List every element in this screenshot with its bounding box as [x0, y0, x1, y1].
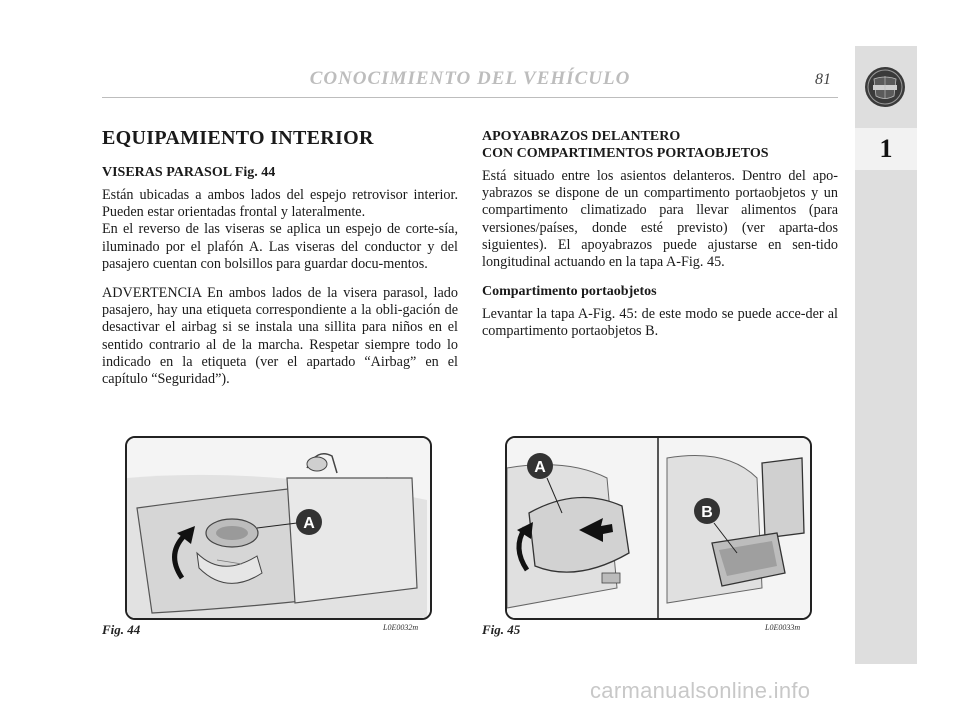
footer-watermark: carmanualsonline.info [590, 678, 811, 703]
header-rule [102, 97, 838, 98]
storage-subheading: Compartimento portaobjetos [482, 284, 657, 300]
armrest-paragraph: Está situado entre los asientos delanteros. Dentro del apo-yabrazos se dispone de un compartimento portaobjetos y un compartimento climatizado para llevar alimentos (para versiones/países, donde esté previsto) (ver aparta-dos siguientes). El apoyabrazos puede ajustarse en sen-tido longitudinal actuando en la tapa A-Fig. 45. [482, 168, 838, 271]
sun-visors-paragraph-2: En el reverso de las viseras se aplica un espejo de corte-sía, iluminado por el plafón A. Las viseras del conductor y del pasajero cuentan con bolsillos para guardar docu-mentos. [102, 221, 458, 272]
figure-44-caption: Fig. 44 [102, 622, 141, 637]
running-header: CONOCIMIENTO DEL VEHÍCULO [309, 68, 631, 89]
figure-44-sun-visor [125, 436, 432, 620]
sun-visors-paragraph-1: Están ubicadas a ambos lados del espejo retrovisor interior. Pueden estar orientadas frontal y lateralmente. [102, 187, 458, 221]
page-number: 81 [815, 71, 831, 88]
sun-visors-heading: VISERAS PARASOL Fig. 44 [102, 165, 276, 180]
right-column [482, 128, 838, 341]
label-a-text: A [303, 515, 315, 532]
armrest-heading-line-1: APOYABRAZOS DELANTERO [482, 129, 681, 144]
storage-paragraph: Levantar la tapa A-Fig. 45: de este modo se puede acce-der al compartimento portaobjetos B. [482, 306, 838, 340]
armrest-heading-line-2: CON COMPARTIMENTOS PORTAOBJETOS [482, 146, 769, 161]
section-title: EQUIPAMIENTO INTERIOR [102, 127, 374, 149]
figure-44-code: L0E0032m [383, 623, 419, 632]
armrest-illustration [507, 438, 810, 618]
label-b-text: B [701, 504, 713, 521]
lancia-logo-icon [864, 66, 906, 108]
warning-paragraph: ADVERTENCIA En ambos lados de la visera parasol, lado pasajero, hay una etiqueta correspondiente a la obli-gación de desactivar el airbag si se instala una sillita para niños en el sentido contrario al de la marcha. Respetar siempre todo lo indicado en la etiqueta (ver el apartado “Airbag” en el capítulo “Seguridad”). [102, 285, 458, 388]
figure-45-code: L0E0033m [765, 623, 801, 632]
figure-45-armrest [505, 436, 812, 620]
left-column [102, 126, 458, 388]
chapter-number: 1 [855, 128, 917, 170]
label-a-text: A [534, 459, 546, 476]
sun-visor-illustration [127, 438, 430, 618]
figure-45-caption: Fig. 45 [482, 622, 521, 637]
